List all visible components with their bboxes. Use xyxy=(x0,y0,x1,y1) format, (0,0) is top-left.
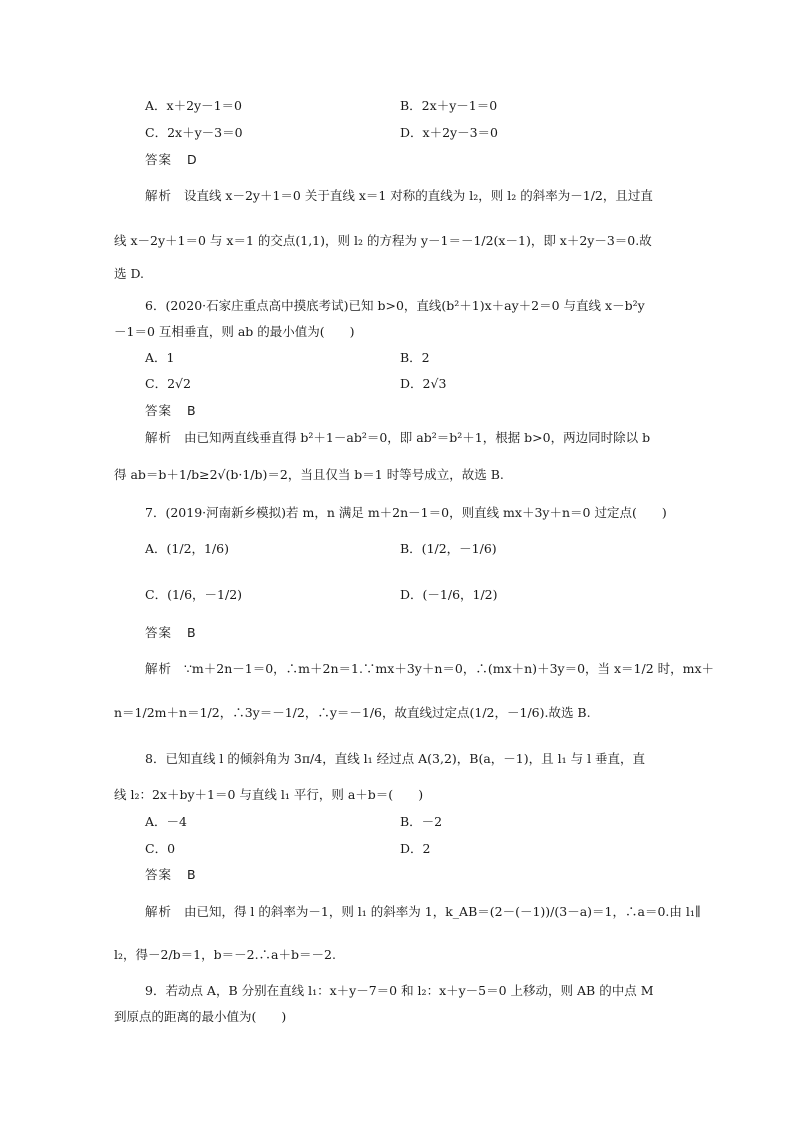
q7-option-b: B．(1/2，－1/6) xyxy=(400,541,497,556)
q5-option-c: C．2x＋y－3＝0 xyxy=(145,125,243,140)
q7-analysis-line2: n＝1/2m＋n＝1/2，∴3y＝－1/2，∴y＝－1/6，故直线过定点(1/2，－1/6).故选 B. xyxy=(114,705,591,720)
q5-answer xyxy=(145,151,198,169)
answer-label: 答案 xyxy=(145,625,173,640)
q6-option-d: D．2√3 xyxy=(400,376,447,391)
answer-value: B xyxy=(186,403,197,418)
q9-stem-line2: 到原点的距离的最小值为( ) xyxy=(114,1009,287,1024)
answer-value: B xyxy=(186,867,197,882)
analysis-label: 解析 xyxy=(145,188,173,203)
q7-option-c: C．(1/6，－1/2) xyxy=(145,587,243,602)
analysis-text: 由已知两直线垂直得 b²＋1－ab²＝0，即 ab²＝b²＋1，根据 b>0，两边同时除以 b xyxy=(183,430,651,445)
analysis-text: 由已知，得 l 的斜率为－1，则 l₁ 的斜率为 1，k_AB＝(2－(－1))/(3－a)＝1，∴a＝0.由 l₁∥ xyxy=(183,904,701,919)
q8-analysis-line1 xyxy=(145,903,701,921)
answer-value: D xyxy=(186,152,198,167)
q9-stem-line1: 9．若动点 A，B 分别在直线 l₁：x＋y－7＝0 和 l₂：x＋y－5＝0 上移动，则 AB 的中点 M xyxy=(145,983,654,998)
q5-analysis-line1 xyxy=(145,187,653,205)
q8-option-c: C．0 xyxy=(145,841,176,856)
q8-analysis-line2: l₂，得－2/b＝1，b＝－2.∴a＋b＝－2. xyxy=(114,947,336,962)
q8-option-a: A．－4 xyxy=(145,814,187,829)
answer-value: B xyxy=(186,625,197,640)
analysis-text: 设直线 x－2y＋1＝0 关于直线 x＝1 对称的直线为 l₂，则 l₂ 的斜率为－1/2，且过直 xyxy=(183,188,653,203)
q6-analysis-line2: 得 ab＝b＋1/b≥2√(b·1/b)＝2，当且仅当 b＝1 时等号成立，故选 B. xyxy=(114,467,504,482)
q5-analysis-line3: 选 D. xyxy=(114,266,145,281)
q8-answer xyxy=(145,866,197,884)
answer-label: 答案 xyxy=(145,867,173,882)
q6-answer xyxy=(145,402,197,420)
q7-stem: 7．(2019·河南新乡模拟)若 m，n 满足 m＋2n－1＝0，则直线 mx＋3y＋n＝0 过定点( ) xyxy=(145,505,667,520)
q5-analysis-line2: 线 x－2y＋1＝0 与 x＝1 的交点(1,1)，则 l₂ 的方程为 y－1＝－1/2(x－1)，即 x＋2y－3＝0.故 xyxy=(114,233,652,248)
q6-stem-line1: 6．(2020·石家庄重点高中摸底考试)已知 b>0，直线(b²＋1)x＋ay＋2＝0 与直线 x－b²y xyxy=(145,298,645,313)
q8-option-b: B．－2 xyxy=(400,814,443,829)
q7-option-d: D．(－1/6，1/2) xyxy=(400,587,498,602)
q5-option-d: D．x＋2y－3＝0 xyxy=(400,125,498,140)
q8-option-d: D．2 xyxy=(400,841,431,856)
analysis-text: ∵m＋2n－1＝0，∴m＋2n＝1.∵mx＋3y＋n＝0，∴(mx＋n)＋3y＝0，当 x＝1/2 时，mx＋ xyxy=(183,661,715,676)
answer-label: 答案 xyxy=(145,403,173,418)
q5-option-b: B．2x＋y－1＝0 xyxy=(400,98,498,113)
q5-option-a: A．x＋2y－1＝0 xyxy=(145,98,242,113)
q6-option-c: C．2√2 xyxy=(145,376,191,391)
q7-option-a: A．(1/2，1/6) xyxy=(145,541,230,556)
q8-stem-line1: 8．已知直线 l 的倾斜角为 3π/4，直线 l₁ 经过点 A(3,2)，B(a，－1)，且 l₁ 与 l 垂直，直 xyxy=(145,751,646,766)
q8-stem-line2: 线 l₂：2x＋by＋1＝0 与直线 l₁ 平行，则 a＋b＝( ) xyxy=(114,787,424,802)
answer-label: 答案 xyxy=(145,152,173,167)
q6-option-b: B．2 xyxy=(400,350,430,365)
q7-analysis-line1 xyxy=(145,660,714,678)
q6-stem-line2: －1＝0 互相垂直，则 ab 的最小值为( ) xyxy=(114,324,355,339)
q6-analysis-line1 xyxy=(145,429,650,447)
analysis-label: 解析 xyxy=(145,430,173,445)
q6-option-a: A．1 xyxy=(145,350,175,365)
analysis-label: 解析 xyxy=(145,661,173,676)
analysis-label: 解析 xyxy=(145,904,173,919)
q7-answer xyxy=(145,624,197,642)
